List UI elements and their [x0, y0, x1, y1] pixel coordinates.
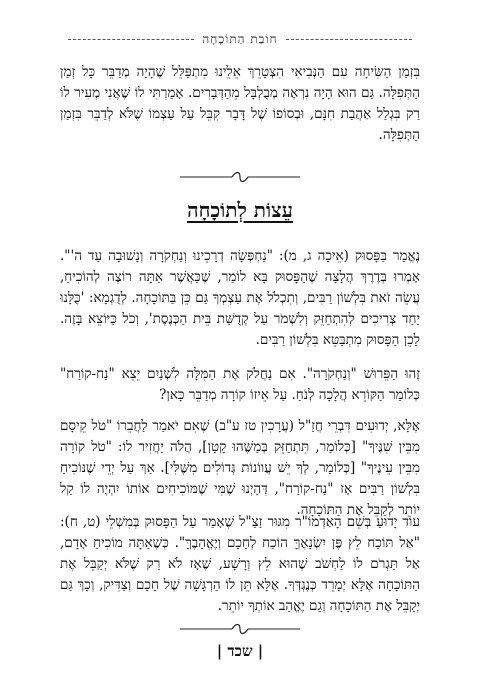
header-rule-left	[68, 39, 194, 40]
section-title: עֵצוֹת לְתוֹכָחָה	[187, 198, 293, 222]
ornament-divider	[180, 170, 300, 184]
ornament-divider	[180, 622, 300, 636]
running-header	[68, 32, 412, 47]
paragraph-2: נֶאֱמַר בַּפָּסוּק (אֵיכָה ג, מ): "נַחְפְּשָׂה דְרָכֵינוּ וְנַחְקֹרָה וְנָשׁוּבָה עַד ה'". אָמְרוּ בְּדֶרֶךְ הֲלָצָה שֶׁהַפָּסוּק בָּא לוֹמַר, שֶׁכַּאֲשֶׁר אַתָּה רוֹצֶה לְהוֹכִיחַ, עֲשֵׂה זֹאת בִּלְשׁוֹן רַבִּים, וְתִכְלֹל אֶת עַצְמְךָ גַּם כֵּן בַּתּוֹכָחָה. לְדֻגְמָא: 'כֻּלָּנוּ יַחַד צְרִיכִים לְהִתְחַזֵּק וְלִשְׁמֹר עַל קְדֻשַּׁת בֵּית הַכְּנֶסֶת', וְכֹל כַּיּוֹצֵא בָּזֶה. לָכֵן הַפָּסוּק מִתְבַּטֵּא בִּלְשׁוֹן רַבִּים.	[60, 248, 420, 348]
page-number: | שכד |	[216, 642, 264, 660]
paragraph-1: בִּזְמַן הַשִּׂיחָה עִם הַנְּבִיאִי הִצְטָרֵךְ אֵלֵינוּ מִתְפַּלֵּל שֶׁהָיָה מְדַבֵּר כָּל זְמַן הַתְּפִלָּה. גַּם הוּא הָיָה נִרְאֶה מְבֻלְבָּל מֵהַדְּבָרִים. אָמַרְתִּי לוֹ שֶׁאֲנִי מְעִיר לוֹ רַק בִּגְלַל אַהֲבַת חִנָּם, וּבְסוֹפוֹ שֶׁל דָּבָר קִבֵּל עַל עַצְמוֹ שֶׁלֹּא לְדַבֵּר בִּזְמַן הַתְּפִלָּה.	[60, 64, 420, 143]
running-title: חוֹבַת הַתּוֹכָחָה	[202, 32, 278, 46]
paragraph-3: זֶהוּ הַפֵּרוּשׁ "וְנַחְקֹרָה". אִם נַחֲלֹק אֶת הַמִּלָּה לִשְׁנַיִם יֵצֵא "נַח-קוֹרַח" כְּלוֹמַר הַקּוֹרֵא הֲלָכָה לְנֹחַ. עַל אֵיזוֹ קוֹרָה מְדַבֵּר כָּאן?	[60, 366, 420, 403]
paragraph-4: אֶלָּא, יְדוּעִים דִּבְרֵי חֲזַ"ל (עֲרָכִין טז ע"ב) שֶׁאִם יֹאמַר לַחֲבֵרוֹ "טֹל קֵיסָם מִבֵּין שִׁנֶּיךָ" [כְּלוֹמַר, תִּתְחַזֵּק בְּמַשֶּׁהוּ קָטָן], הֲלֹה יַחֲזִיר לוֹ: "טֹל קוֹרָה מִבֵּין עֵינֶיךָ" [כְּלוֹמַר, לְךָ יֵשׁ עֲווֹנוֹת גְּדוֹלִים מִשֶּׁלִּי]. אַךְ עַל יְדֵי שֶׁנּוֹכִיחַ בִּלְשׁוֹן רַבִּים אָז "נַח-קוֹרַח", דְּהַיְנוּ שֶׁמִּי שֶׁמּוֹכִיחִים אוֹתוֹ יִהְיֶה לוֹ קַל יוֹתֵר לְקַבֵּל אֶת הַתּוֹכָחָה.	[60, 418, 420, 518]
paragraph-5: עוֹד יָדוּעַ בְּשֵׁם הָאַדְמוֹ"ר מִגּוּר זַצַ"ל שֶׁאָמַר עַל הַפָּסוּק בְּמִשְׁלֵי (ט, ח): "אַל תּוֹכַח לֵץ פֶּן יִשְׂנָאֶךָּ הוֹכַח לְחָכָם וְיֶאֱהָבֶךָּ". כְּשֶׁאַתָּה מוֹכִיחַ אָדָם, אַל תַּגְרֹם לוֹ לַחְשֹׁב שֶׁהוּא לֵץ וְרָשָׁע, שֶׁאָז לֹא רַק שֶׁלֹּא יְקַבֵּל אֶת הַתּוֹכָחָה אֶלָּא יְמָרֵד כְּנֶגְדְּךָ. אֶלָּא תֵּן לוֹ הַרְגָּשָׁה שֶׁל חָכָם וְצַדִּיק, וְכָךְ גַּם יְקַבֵּל אֶת הַתּוֹכָחָה וְגַם יֶאֱהַב אוֹתְךָ יוֹתֵר.	[60, 514, 420, 614]
header-rule-right	[286, 39, 412, 40]
